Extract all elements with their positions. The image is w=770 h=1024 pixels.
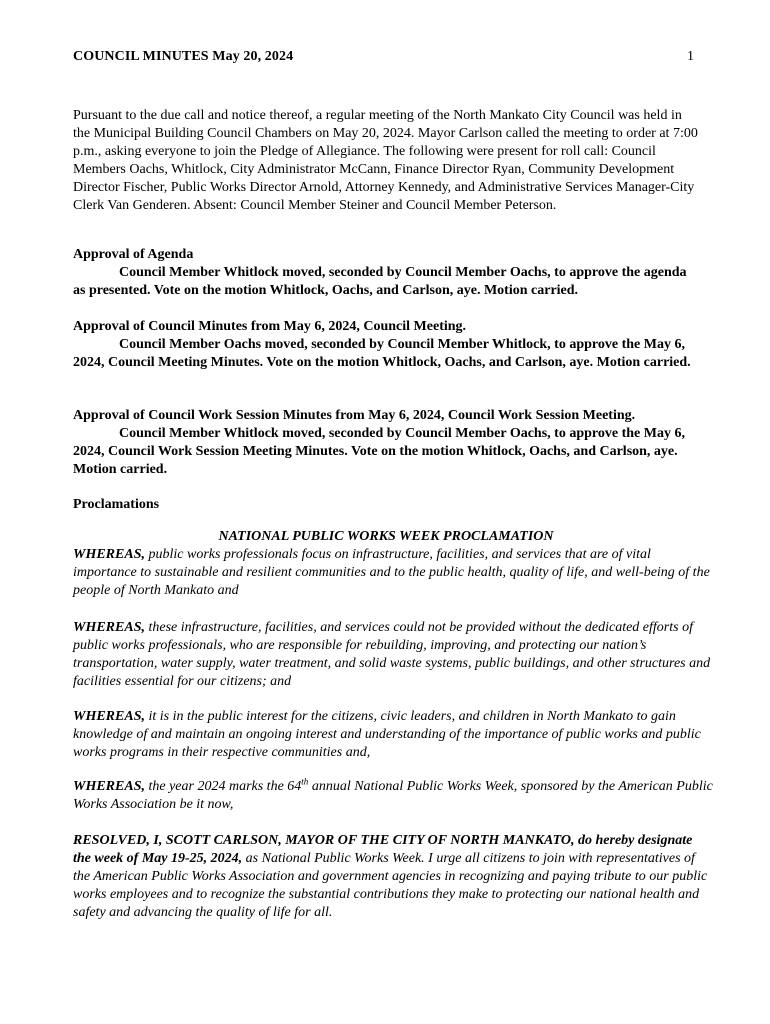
whereas-paragraph-2 xyxy=(73,619,713,691)
whereas-paragraph-1 xyxy=(73,546,713,600)
header-title: COUNCIL MINUTES May 20, 2024 xyxy=(73,49,294,64)
whereas-label: WHEREAS, xyxy=(73,620,145,635)
page-number: 1 xyxy=(687,49,694,64)
whereas-text-end: annual National Public Works Week, sponsored by the American Public Works Association be it now, xyxy=(73,779,713,812)
whereas-text: these infrastructure, facilities, and services could not be provided without the dedicated efforts of public works professionals, who are responsible for rebuilding, improving, and protecting our nation’s transportation, water supply, water treatment, and solid waste systems, public buildings, and other structures and facilities essential for our citizens; and xyxy=(73,620,711,689)
section-heading: Approval of Council Minutes from May 6, 2024, Council Meeting. xyxy=(73,319,467,334)
resolved-text: as National Public Works Week. I urge all citizens to join with representatives of the American Public Works Association and government agencies in recognizing and paying tribute to our public works employees and to recognize the substantial contributions they make to protecting our national health and safety and advancing the quality of life for all. xyxy=(73,851,708,920)
section-heading: Proclamations xyxy=(73,497,160,512)
resolved-paragraph xyxy=(73,832,713,922)
whereas-label: WHEREAS, xyxy=(73,547,145,562)
whereas-text: it is in the public interest for the citizens, civic leaders, and children in North Mankato to gain knowledge of and maintain an ongoing interest and understanding of the importance of public works and public works programs in their respective communities and, xyxy=(73,709,701,760)
whereas-paragraph-3 xyxy=(73,708,713,762)
motion-text: Council Member Whitlock moved, seconded by Council Member Oachs, to approve the agenda as presented. Vote on the motion Whitlock, Oachs, and Carlson, aye. Motion carried. xyxy=(73,265,687,298)
motion-text: Council Member Whitlock moved, seconded by Council Member Oachs, to approve the May 6, 2024, Council Work Session Meeting Minutes. Vote on the motion Whitlock, Oachs, and Carlson, aye. Motion carried. xyxy=(73,426,685,477)
proclamation-title: NATIONAL PUBLIC WORKS WEEK PROCLAMATION xyxy=(218,529,554,544)
motion-text: Council Member Oachs moved, seconded by Council Member Whitlock, to approve the May 6, 2024, Council Meeting Minutes. Vote on the motion Whitlock, Oachs, and Carlson, aye. Motion carried. xyxy=(73,337,691,370)
whereas-text: public works professionals focus on infrastructure, facilities, and services that are of vital importance to sustainable and resilient communities and to the public health, quality of life, and well-being of the people of North Mankato and xyxy=(73,547,710,598)
ordinal-suffix: th xyxy=(301,776,309,787)
whereas-label: WHEREAS, xyxy=(73,709,145,724)
whereas-label: WHEREAS, xyxy=(73,779,145,794)
whereas-text-start: the year 2024 marks the 64 xyxy=(148,779,302,794)
section-heading: Approval of Agenda xyxy=(73,247,194,262)
whereas-paragraph-4 xyxy=(73,778,713,814)
resolved-bold-text: RESOLVED, I, SCOTT CARLSON, MAYOR OF THE CITY OF NORTH MANKATO, do hereby designate the week of May 19-25, 2024, xyxy=(73,833,693,866)
intro-paragraph: Pursuant to the due call and notice thereof, a regular meeting of the North Mankato City Council was held in the Municipal Building Council Chambers on May 20, 2024. Mayor Carlson called the meeting to order at 7:00 p.m., asking everyone to join the Pledge of Allegiance. The following were present for roll call: Council Members Oachs, Whitlock, City Administrator McCann, Finance Director Ryan, Community Development Director Fischer, Public Works Director Arnold, Attorney Kennedy, and Administrative Services Manager-City Clerk Van Genderen. Absent: Council Member Steiner and Council Member Peterson. xyxy=(73,108,698,213)
section-heading: Approval of Council Work Session Minutes from May 6, 2024, Council Work Session Meeting. xyxy=(73,408,636,423)
